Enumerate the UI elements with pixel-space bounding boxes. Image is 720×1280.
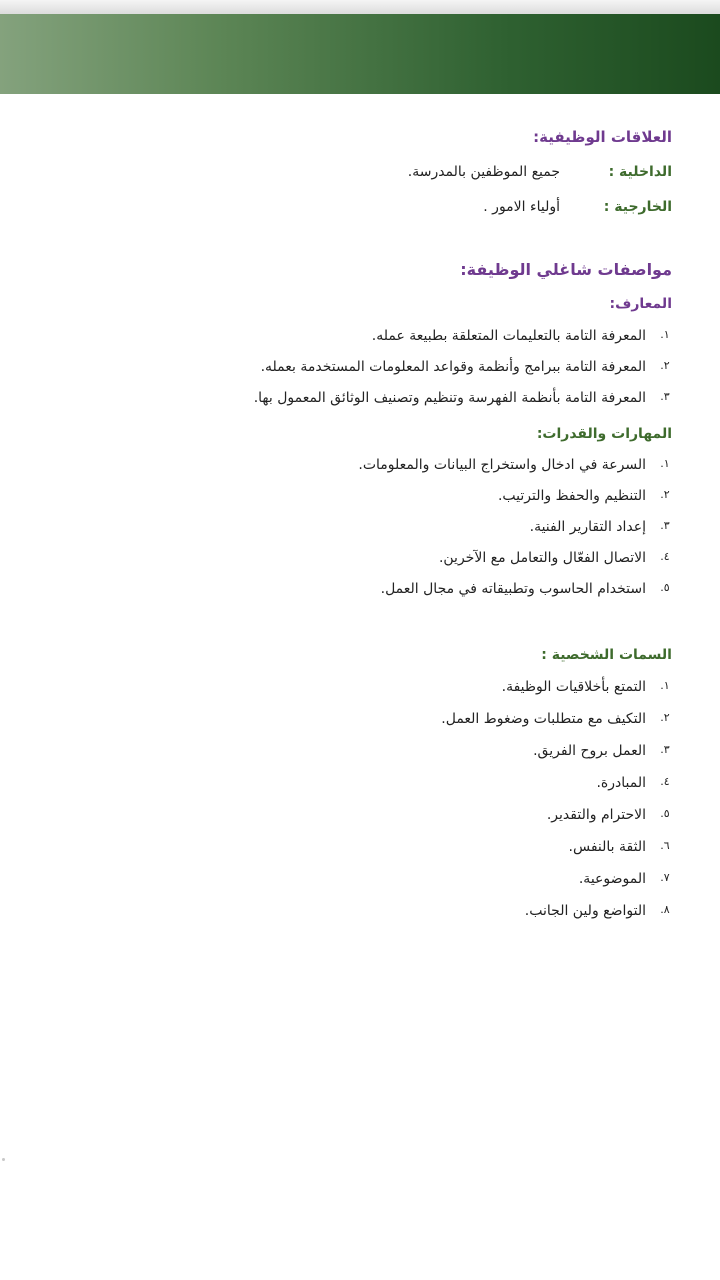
traits-title: السمات الشخصية :	[541, 647, 672, 663]
specs-title: مواصفات شاغلي الوظيفة:	[460, 260, 672, 279]
relations-title: العلاقات الوظيفية:	[533, 128, 672, 146]
list-item: ٧. الموضوعية.	[578, 871, 670, 887]
status-strip	[0, 0, 720, 14]
skills-title: المهارات والقدرات:	[536, 426, 672, 442]
list-item: ٨. التواضع ولين الجانب.	[524, 903, 670, 919]
list-item: ٢. التكيف مع متطلبات وضغوط العمل.	[441, 711, 670, 727]
edge-mark	[2, 1158, 5, 1161]
list-item: ٥. الاحترام والتقدير.	[546, 807, 670, 823]
list-item: ٢. التنظيم والحفظ والترتيب.	[497, 488, 670, 504]
knowledge-title: المعارف:	[609, 296, 672, 312]
list-item: ١. التمتع بأخلاقيات الوظيفة.	[501, 679, 670, 695]
list-item: ٤. المبادرة.	[596, 775, 670, 791]
relation-internal-label: الداخلية :	[608, 164, 672, 180]
list-item: ٣. المعرفة التامة بأنظمة الفهرسة وتنظيم وتصنيف الوثائق المعمول بها.	[253, 390, 670, 406]
list-item: ١. المعرفة التامة بالتعليمات المتعلقة بطبيعة عمله.	[371, 328, 670, 344]
relation-internal-value: جميع الموظفين بالمدرسة.	[407, 164, 560, 180]
knowledge-list	[32, 328, 672, 421]
list-item: ٤. الاتصال الفعّال والتعامل مع الآخرين.	[438, 550, 670, 566]
list-item: ٥. استخدام الحاسوب وتطبيقاته في مجال العمل.	[380, 581, 670, 597]
relation-external	[72, 199, 672, 223]
relation-external-value: أولياء الامور .	[483, 199, 560, 215]
list-item: ٢. المعرفة التامة ببرامج وأنظمة وقواعد المعلومات المستخدمة بعمله.	[260, 359, 670, 375]
list-item: ٣. إعداد التقارير الفنية.	[529, 519, 670, 535]
list-item: ١. السرعة في ادخال واستخراج البيانات والمعلومات.	[358, 457, 670, 473]
traits-list	[32, 679, 672, 935]
list-item: ٣. العمل بروح الفريق.	[533, 743, 670, 759]
skills-list	[32, 457, 672, 612]
relation-internal	[72, 164, 672, 188]
list-item: ٦. الثقة بالنفس.	[568, 839, 670, 855]
header-banner	[0, 14, 720, 94]
relation-external-label: الخارجية :	[603, 199, 672, 215]
